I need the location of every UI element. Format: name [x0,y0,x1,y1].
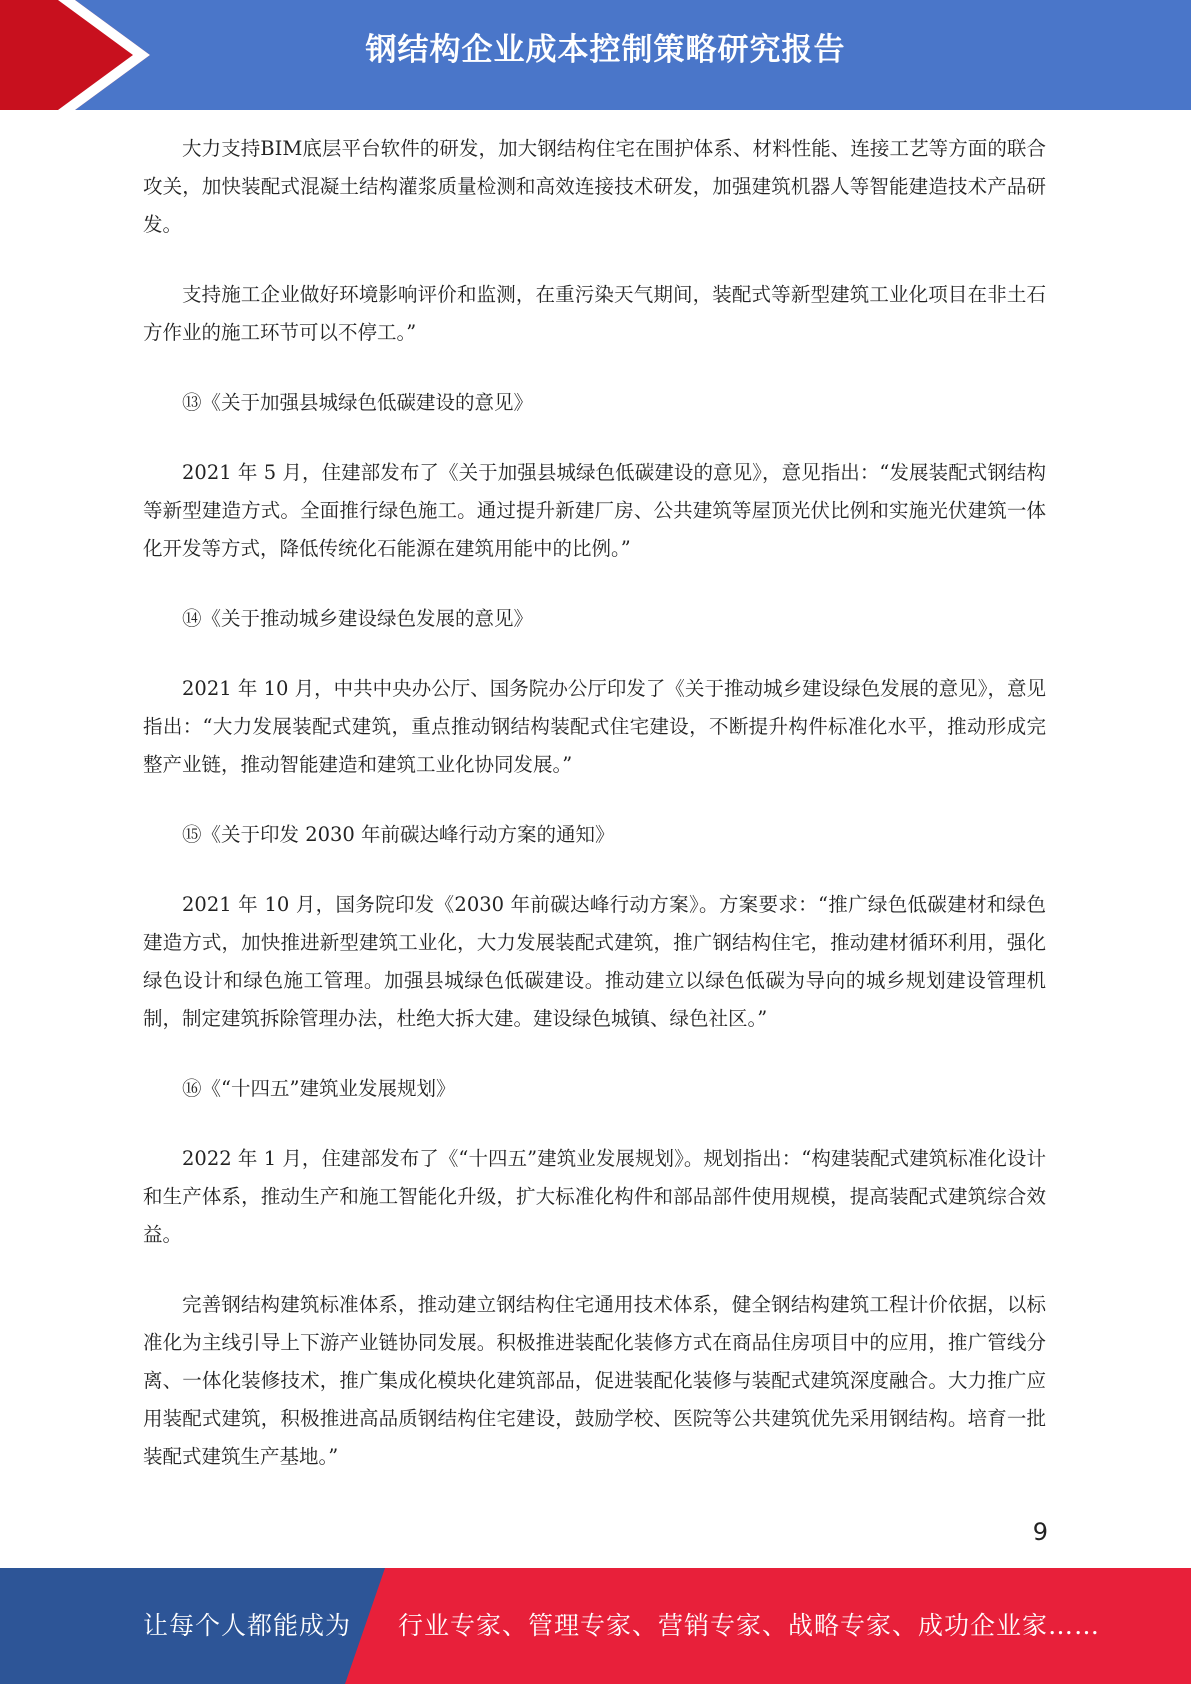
page-footer [0,1568,1191,1684]
paragraph: 支持施工企业做好环境影响评价和监测，在重污染天气期间，装配式等新型建筑工业化项目在非土石方作业的施工环节可以不停工。” [143,283,1046,344]
footer-slogan-right: 行业专家、管理专家、营销专家、战略专家、成功企业家…… [398,1611,1101,1640]
page-number: 9 [1032,1518,1048,1546]
section-heading: ⑮《关于印发 2030 年前碳达峰行动方案的通知》 [182,823,615,846]
paragraph: 大力支持BIM底层平台软件的研发，加大钢结构住宅在围护体系、材料性能、连接工艺等方面的联合攻关，加快装配式混凝土结构灌浆质量检测和高效连接技术研发，加强建筑机器人等智能建造技术产品研发。 [143,137,1046,236]
document-body [143,130,1046,1508]
section-heading: ⑭《关于推动城乡建设绿色发展的意见》 [182,607,534,630]
section-heading: ⑯《“十四五”建筑业发展规划》 [182,1077,456,1100]
section-heading: ⑬《关于加强县城绿色低碳建设的意见》 [182,391,534,414]
report-title: 钢结构企业成本控制策略研究报告 [365,32,846,68]
paragraph: 2021 年 10 月，国务院印发《2030 年前碳达峰行动方案》。方案要求：“推广绿色低碳建材和绿色建造方式，加快推进新型建筑工业化，大力发展装配式建筑，推广钢结构住宅，推动建材循环利用，强化绿色设计和绿色施工管理。加强县城绿色低碳建设。推动建立以绿色低碳为导向的城乡规划建设管理机制，制定建筑拆除管理办法，杜绝大拆大建。建设绿色城镇、绿色社区。” [143,893,1046,1030]
footer-slogan-left: 让每个人都能成为 [143,1611,352,1640]
paragraph: 2021 年 5 月，住建部发布了《关于加强县城绿色低碳建设的意见》，意见指出：“发展装配式钢结构等新型建造方式。全面推行绿色施工。通过提升新建厂房、公共建筑等屋顶光伏比例和实施光伏建筑一体化开发等方式，降低传统化石能源在建筑用能中的比例。” [143,461,1046,560]
paragraph: 2021 年 10 月，中共中央办公厅、国务院办公厅印发了《关于推动城乡建设绿色发展的意见》，意见指出：“大力发展装配式建筑，重点推动钢结构装配式住宅建设，不断提升构件标准化水平，推动形成完整产业链，推动智能建造和建筑工业化协同发展。” [143,677,1046,776]
paragraph: 2022 年 1 月，住建部发布了《“十四五”建筑业发展规划》。规划指出：“构建装配式建筑标准化设计和生产体系，推动生产和施工智能化升级，扩大标准化构件和部品部件使用规模，提高装配式建筑综合效益。 [143,1147,1046,1246]
paragraph: 完善钢结构建筑标准体系，推动建立钢结构住宅通用技术体系，健全钢结构建筑工程计价依据，以标准化为主线引导上下游产业链协同发展。积极推进装配化装修方式在商品住房项目中的应用，推广管线分离、一体化装修技术，推广集成化模块化建筑部品，促进装配化装修与装配式建筑深度融合。大力推广应用装配式建筑，积极推进高品质钢结构住宅建设，鼓励学校、医院等公共建筑优先采用钢结构。培育一批装配式建筑生产基地。” [143,1293,1046,1468]
page-header [0,0,1191,110]
